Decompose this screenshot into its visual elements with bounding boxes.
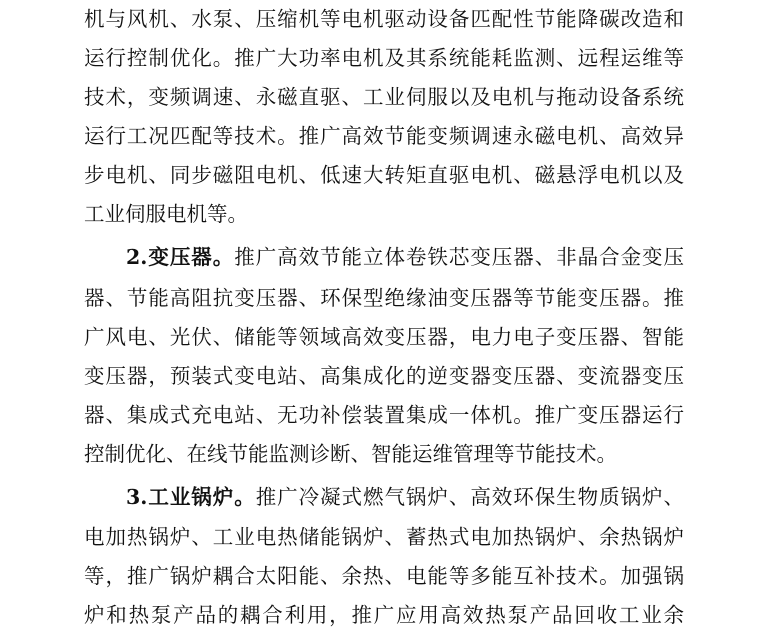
section-first-line bbox=[126, 482, 684, 512]
paragraph-line: 电加热锅炉、工业电热储能锅炉、蓄热式电加热锅炉、余热锅炉 bbox=[84, 525, 684, 549]
paragraph-line: 广风电、光伏、储能等领域高效变压器，电力电子变压器、智能 bbox=[84, 325, 684, 349]
section-heading: 2.变压器。 bbox=[126, 245, 235, 269]
section-heading: 3.工业锅炉。 bbox=[126, 485, 256, 509]
paragraph-line: 机与风机、水泵、压缩机等电机驱动设备匹配性节能降碳改造和 bbox=[84, 7, 684, 31]
section-first-line bbox=[126, 242, 684, 272]
section-first-line-text: 推广高效节能立体卷铁芯变压器、非晶合金变压 bbox=[234, 245, 685, 269]
paragraph-line: 工业伺服电机等。 bbox=[84, 202, 248, 226]
paragraph-line: 器、节能高阻抗变压器、环保型绝缘油变压器等节能变压器。推 bbox=[84, 286, 684, 310]
paragraph-line: 运行控制优化。推广大功率电机及其系统能耗监测、远程运维等 bbox=[84, 46, 684, 70]
paragraph-line: 炉和热泵产品的耦合利用，推广应用高效热泵产品回收工业余 bbox=[84, 603, 684, 627]
paragraph-line: 技术，变频调速、永磁直驱、工业伺服以及电机与拖动设备系统 bbox=[84, 85, 684, 109]
paragraph-line: 步电机、同步磁阻电机、低速大转矩直驱电机、磁悬浮电机以及 bbox=[84, 163, 684, 187]
paragraph-line: 等，推广锅炉耦合太阳能、余热、电能等多能互补技术。加强锅 bbox=[84, 564, 684, 588]
paragraph-line: 变压器，预装式变电站、高集成化的逆变器变压器、变流器变压 bbox=[84, 364, 684, 388]
section-first-line-text: 推广冷凝式燃气锅炉、高效环保生物质锅炉、 bbox=[255, 485, 684, 509]
paragraph-line: 器、集成式充电站、无功补偿装置集成一体机。推广变压器运行 bbox=[84, 403, 684, 427]
paragraph-line: 控制优化、在线节能监测诊断、智能运维管理等节能技术。 bbox=[84, 442, 617, 466]
paragraph-line: 运行工况匹配等技术。推广高效节能变频调速永磁电机、高效异 bbox=[84, 124, 684, 148]
